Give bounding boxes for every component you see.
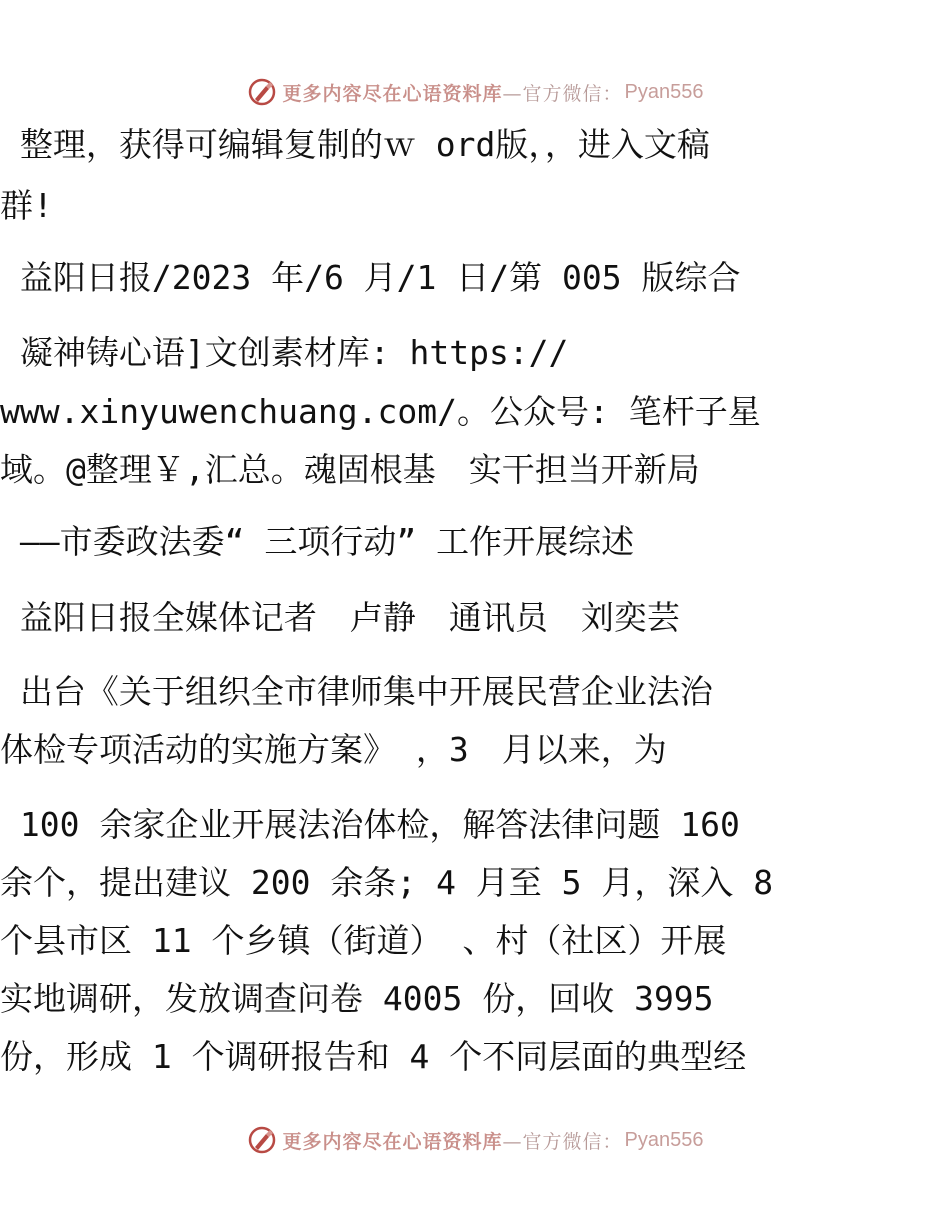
body-line: 凝神铸心语]文创素材库: https://	[0, 333, 569, 372]
body-line: www.xinyuwenchuang.com/。公众号: 笔杆子星	[0, 392, 761, 431]
banner-wechat-id: Pyan556	[624, 1128, 704, 1151]
body-line: 整理，获得可编辑复制的ｗ ord版，，进入文稿	[0, 125, 710, 164]
header-banner	[0, 72, 950, 112]
body-line: 域。@整理￥,汇总。魂固根基 实干担当开新局	[0, 450, 700, 489]
body-line: 余个，提出建议 200 余条; 4 月至 5 月，深入 8	[0, 863, 774, 902]
banner-main-text: 更多内容尽在心语资料库	[282, 1130, 503, 1153]
body-line: 群!	[0, 186, 53, 225]
banner-sub-text: —官方微信：	[502, 82, 623, 105]
pen-logo-icon	[247, 77, 277, 107]
body-line: ——市委政法委“ 三项行动” 工作开展综述	[0, 522, 635, 561]
body-line: 体检专项活动的实施方案》 ，3 月以来，为	[0, 730, 667, 769]
body-line: 益阳日报/2023 年/6 月/1 日/第 005 版综合	[0, 258, 741, 297]
body-line: 益阳日报全媒体记者 卢静 通讯员 刘奕芸	[0, 598, 680, 637]
body-line: 实地调研，发放调查问卷 4005 份，回收 3995	[0, 979, 714, 1018]
body-line: 100 余家企业开展法治体检，解答法律问题 160	[0, 805, 740, 844]
banner-main-text: 更多内容尽在心语资料库	[282, 82, 503, 105]
pen-logo-icon	[247, 1125, 277, 1155]
body-line: 份，形成 1 个调研报告和 4 个不同层面的典型经	[0, 1037, 747, 1076]
banner-wechat-id: Pyan556	[624, 80, 704, 103]
body-line: 出台《关于组织全市律师集中开展民营企业法治	[0, 672, 713, 711]
footer-banner	[0, 1120, 950, 1160]
body-line: 个县市区 11 个乡镇（街道） 、村（社区）开展	[0, 921, 727, 960]
banner-sub-text: —官方微信：	[502, 1130, 623, 1153]
